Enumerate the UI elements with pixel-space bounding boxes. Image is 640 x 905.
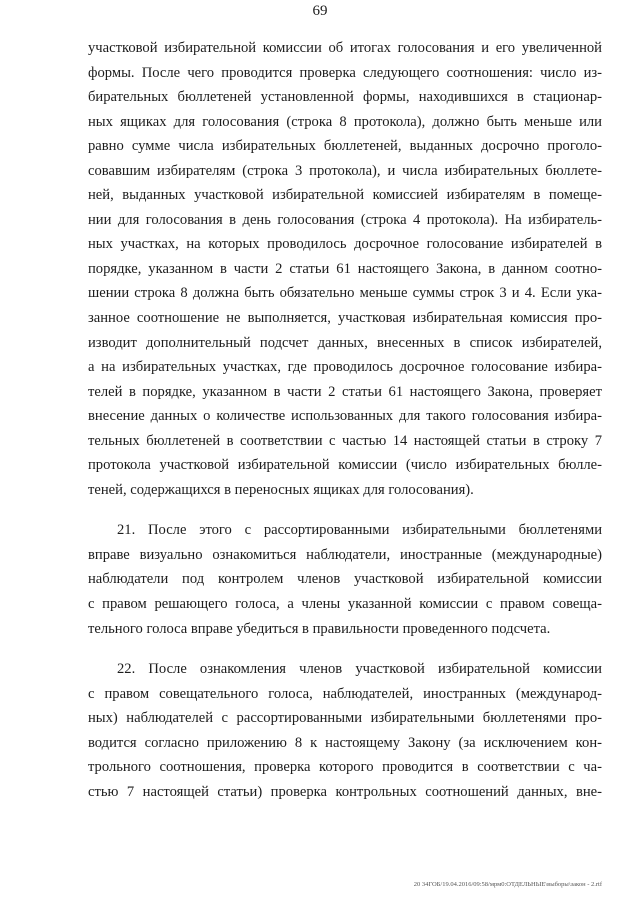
page-number: 69 <box>312 3 328 19</box>
text-line: 22. После ознакомления членов участковой избирательной комиссии <box>117 661 602 678</box>
text-line: нии для голосования в день голосования (строка 4 протокола). На избиратель- <box>88 211 602 228</box>
text-line: шении строка 8 должна быть обязательно меньше суммы строк 3 и 4. Если ука- <box>88 285 602 302</box>
text-line: занное соотношение не выполняется, участковая избирательная комиссия про- <box>88 310 602 327</box>
text-line: телей в порядке, указанном в части 2 статьи 61 настоящего Закона, проверяет <box>88 383 602 400</box>
text-line: наблюдатели под контролем членов участковой избирательной комиссии <box>88 571 602 588</box>
text-line: ных участках, на которых проводилось досрочное голосование избирателей в <box>88 236 602 253</box>
text-line: тельных бюллетеней в соответствии с частью 14 настоящей статьи в строку 7 <box>88 432 602 449</box>
text-line: водится согласно приложению 8 к настоящему Закону (за исключением кон- <box>88 734 602 751</box>
text-line: с правом совещательного голоса, наблюдателей, иностранных (международ- <box>88 685 602 702</box>
text-line: трольного соотношения, проверка которого проводится в соответствии с ча- <box>88 759 602 776</box>
text-line: ных) наблюдателей с рассортированными избирательными бюллетенями про- <box>88 710 602 727</box>
text-line: равно сумме числа избирательных бюллетеней, выданных досрочно проголо- <box>88 138 602 155</box>
text-line: ных ящиках для голосования (строка 8 протокола), должно быть меньше или <box>88 113 602 130</box>
text-line: протокола участковой избирательной комиссии (число избирательных бюлле- <box>88 457 602 474</box>
text-line: теней, содержащихся в переносных ящиках для голосования). <box>88 481 474 498</box>
text-line: 21. После этого с рассортированными избирательными бюллетенями <box>117 522 602 539</box>
text-line: совавшим избирателям (строка 3 протокола), и числа избирательных бюллете- <box>88 162 602 179</box>
paragraph-continuation <box>88 36 602 502</box>
text-line: с правом решающего голоса, а члены указанной комиссии с правом совеща- <box>88 596 602 613</box>
text-line: участковой избирательной комиссии об итогах голосования и его увеличенной <box>88 40 602 56</box>
text-line: стью 7 настоящей статьи) проверка контрольных соотношений данных, вне- <box>88 783 602 800</box>
paragraph-21 <box>88 518 602 641</box>
text-line: порядке, указанном в части 2 статьи 61 настоящего Закона, в данном соотно- <box>88 260 602 277</box>
text-line: изводит дополнительный подсчет данных, внесенных в список избирателей, <box>88 334 602 351</box>
text-line: внесение данных о количестве использованных для такого голосования избира- <box>88 408 602 425</box>
text-line: а на избирательных участках, где проводилось досрочное голосование избира- <box>88 359 602 376</box>
document-body <box>88 36 602 804</box>
paragraph-22 <box>88 657 602 804</box>
text-line: формы. После чего проводится проверка следующего соотношения: число из- <box>88 64 602 81</box>
text-line: вправе визуально ознакомиться наблюдатели, иностранные (международные) <box>88 546 602 563</box>
text-line: ней, выданных участковой избирательной комиссией избирателям в помеще- <box>88 187 602 204</box>
text-line: тельного голоса вправе убедиться в правильности проведенного подсчета. <box>88 620 551 637</box>
text-line: бирательных бюллетеней установленной формы, находившихся в стационар- <box>88 89 602 106</box>
footer-file-path: 20 34ГОБ/19.04.2016/09:58/мрм0:ОТДЕЛЬНЫЕ\выборы\закон - 2.rtf <box>413 881 602 888</box>
